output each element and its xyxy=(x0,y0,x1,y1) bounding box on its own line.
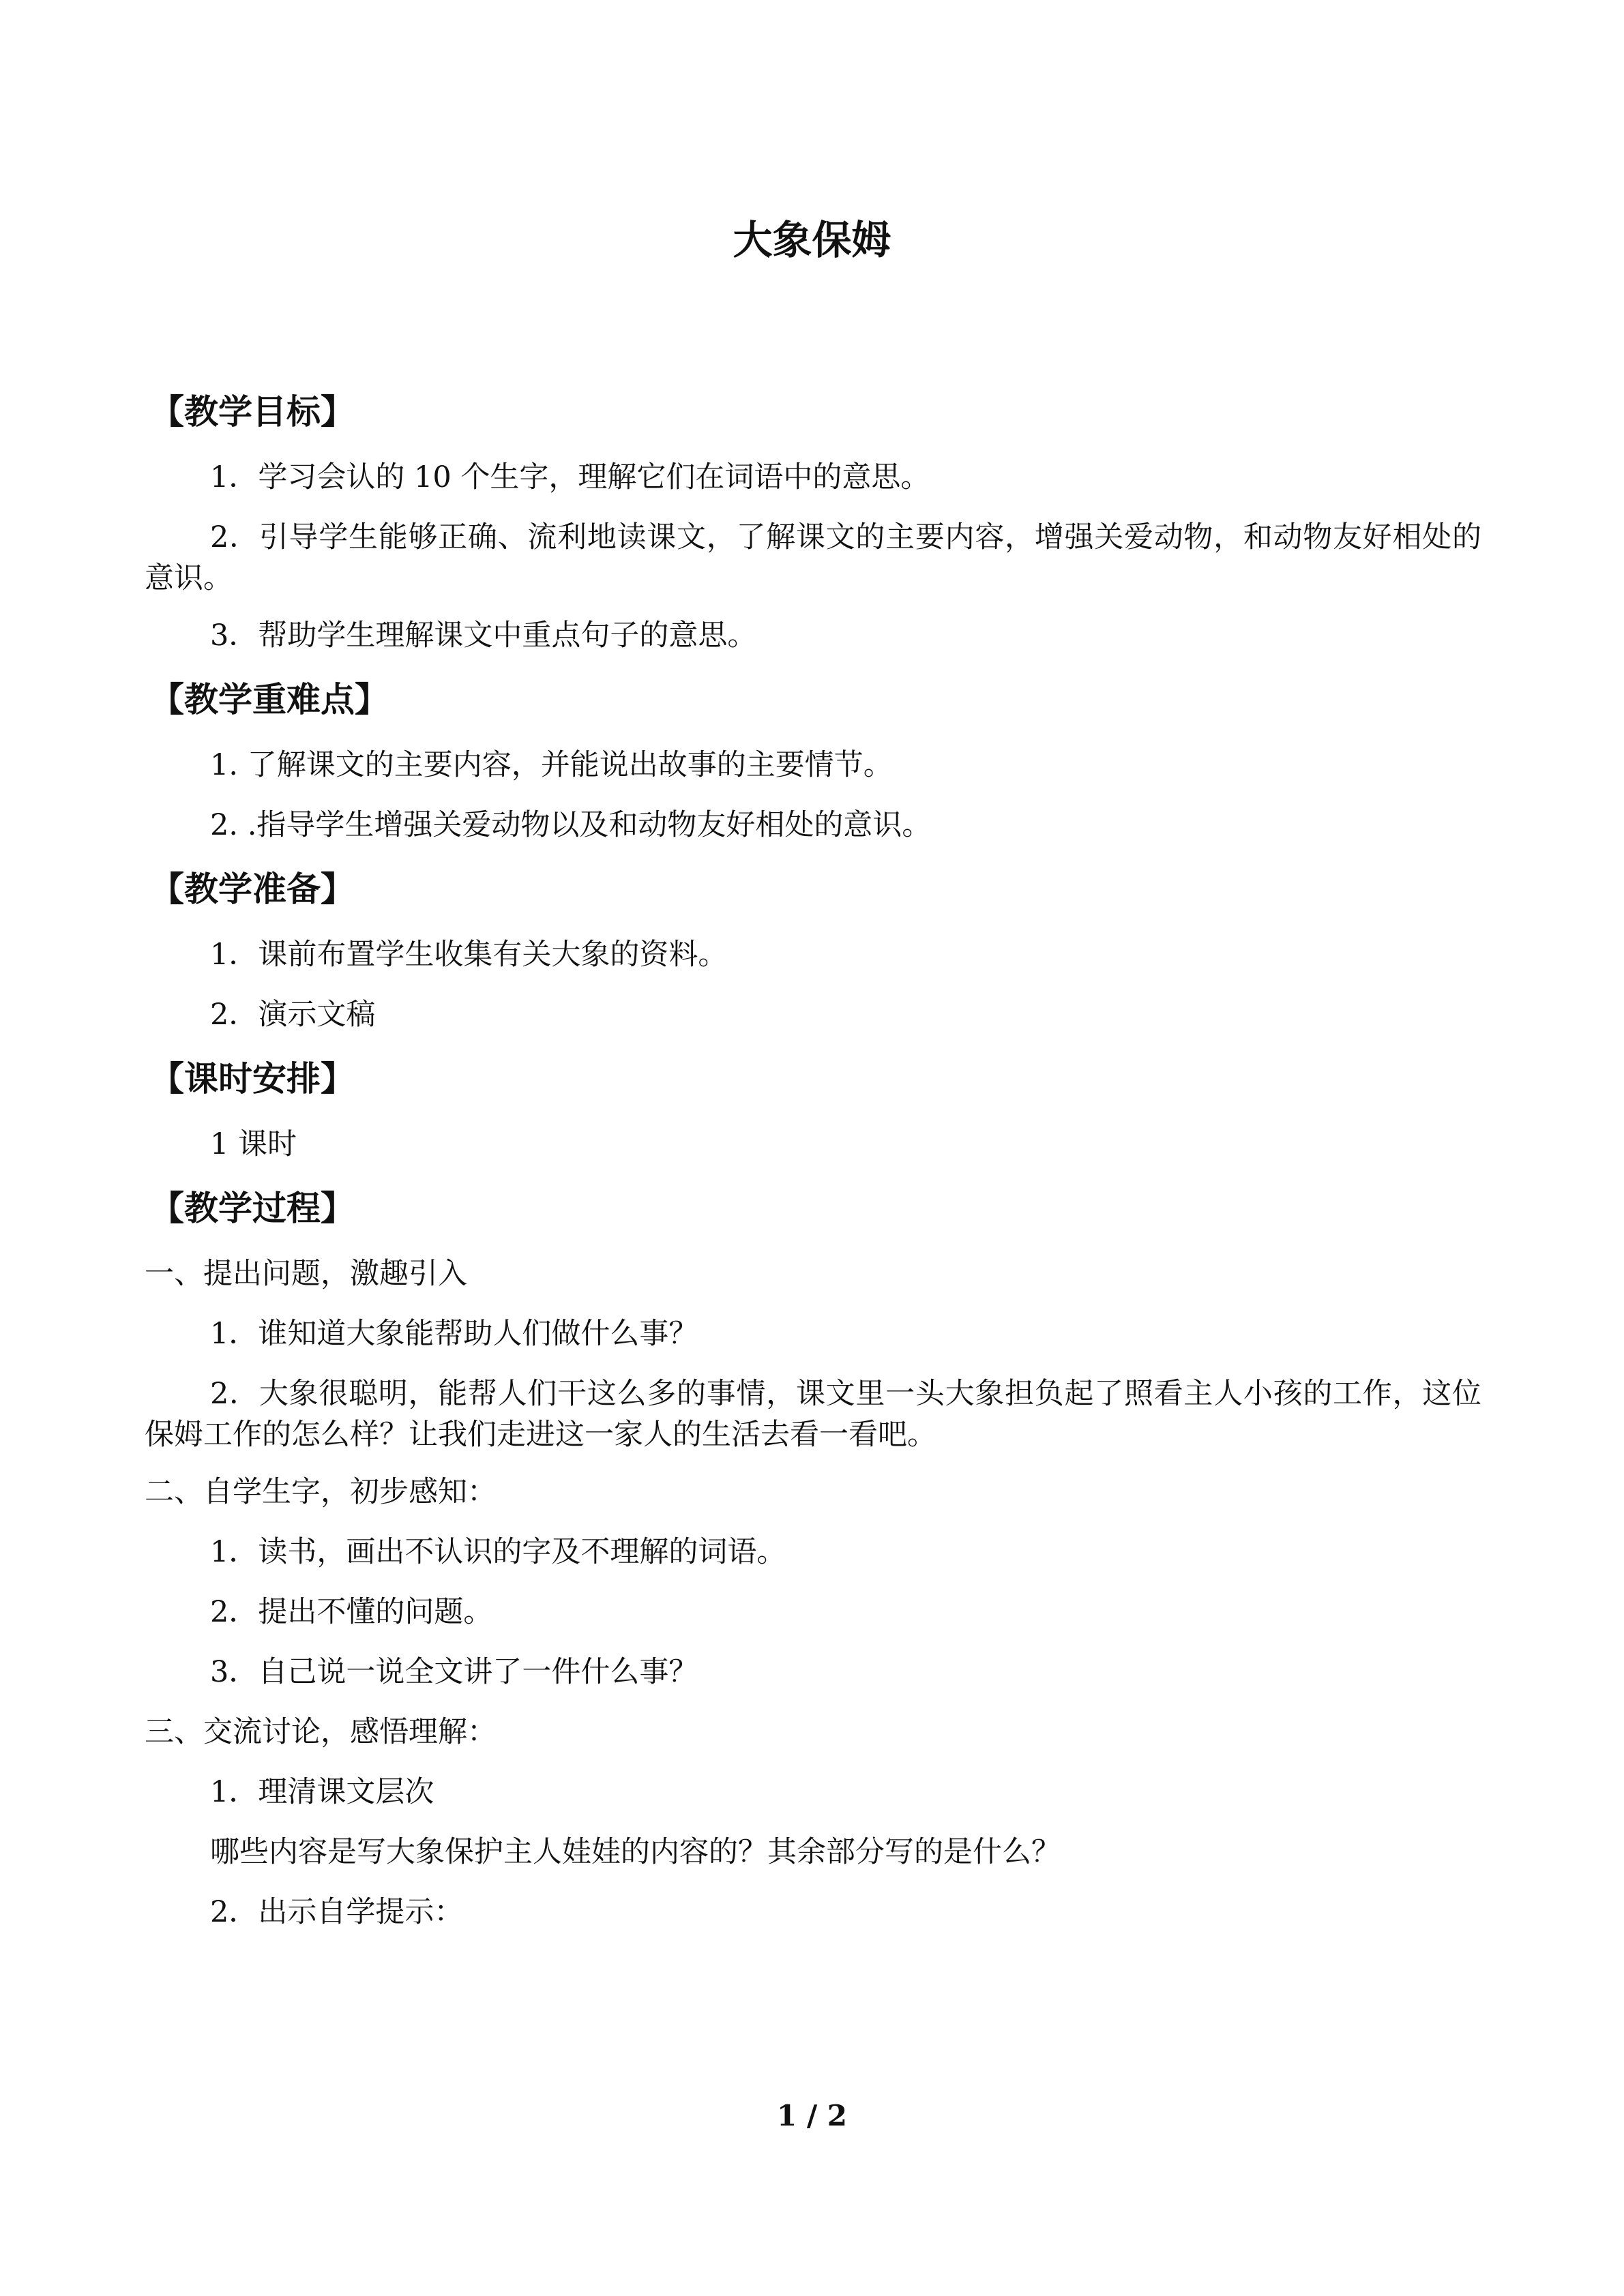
section-heading-schedule: 【课时安排】 xyxy=(150,1059,355,1099)
key-point-item-2: 2. .指导学生增强关爱动物以及和动物友好相处的意识。 xyxy=(210,808,932,842)
key-point-item-1: 1. 了解课文的主要内容，并能说出故事的主要情节。 xyxy=(210,748,893,782)
process-part2-item-1: 1．读书，画出不认识的字及不理解的词语。 xyxy=(210,1535,786,1569)
page-number: 1 / 2 xyxy=(776,2099,848,2132)
process-part2-title: 二、自学生字，初步感知： xyxy=(145,1475,497,1509)
process-part3-item-3: 2．出示自学提示： xyxy=(210,1895,464,1929)
process-part1-title: 一、提出问题，激趣引入 xyxy=(145,1257,467,1291)
goal-item-2: 2．引导学生能够正确、流利地读课文，了解课文的主要内容，增强关爱动物，和动物友好相处的意识。 xyxy=(145,520,1481,595)
section-heading-goals: 【教学目标】 xyxy=(150,392,355,432)
schedule-item-1: 1 课时 xyxy=(210,1127,297,1161)
section-heading-key-points: 【教学重难点】 xyxy=(150,680,389,719)
process-part1-item-1: 1．谁知道大象能帮助人们做什么事？ xyxy=(210,1317,698,1351)
process-part3-item-1: 1．理清课文层次 xyxy=(210,1775,434,1809)
page-title: 大象保姆 xyxy=(733,217,891,263)
section-heading-process: 【教学过程】 xyxy=(150,1189,355,1228)
goal-item-3: 3．帮助学生理解课文中重点句子的意思。 xyxy=(210,618,757,653)
process-part3-title: 三、交流讨论，感悟理解： xyxy=(145,1715,497,1749)
preparation-item-1: 1．课前布置学生收集有关大象的资料。 xyxy=(210,938,728,972)
goal-item-1: 1．学习会认的 10 个生字，理解它们在词语中的意思。 xyxy=(210,460,930,494)
document-body xyxy=(145,387,1481,1952)
process-part2-item-3: 3．自己说一说全文讲了一件什么事？ xyxy=(210,1655,698,1689)
section-heading-preparation: 【教学准备】 xyxy=(150,869,355,909)
process-part3-item-2: 哪些内容是写大象保护主人娃娃的内容的？其余部分写的是什么？ xyxy=(210,1835,1061,1869)
process-part1-item-2: 2．大象很聪明，能帮人们干这么多的事情，课文里一头大象担负起了照看主人小孩的工作，这位保姆工作的怎么样？让我们走进这一家人的生活去看一看吧。 xyxy=(145,1377,1481,1452)
preparation-item-2: 2．演示文稿 xyxy=(210,998,376,1032)
process-part2-item-2: 2．提出不懂的问题。 xyxy=(210,1595,493,1629)
